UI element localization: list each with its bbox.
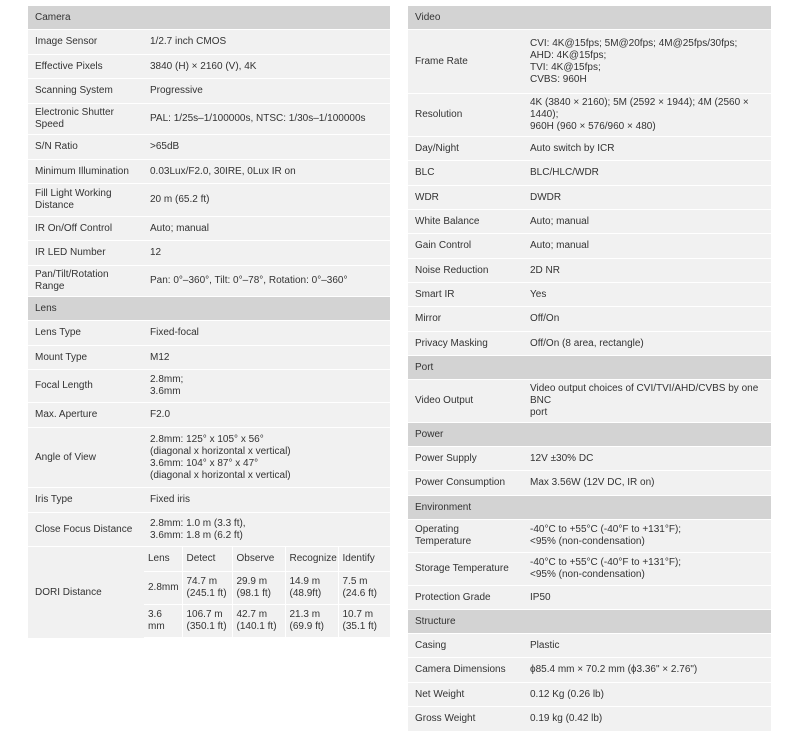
spec-value: -40°C to +55°C (-40°F to +131°F); <95% (non-condensation) xyxy=(524,520,771,553)
spec-row-electronic-shutter-speed xyxy=(28,104,390,135)
spec-value: Off/On (8 area, rectangle) xyxy=(524,332,771,356)
spec-value: 0.03Lux/F2.0, 30IRE, 0Lux IR on xyxy=(144,160,390,184)
spec-row-close-focus-distance xyxy=(28,513,390,547)
spec-row-white-balance xyxy=(408,210,771,234)
spec-value: 2.8mm: 1.0 m (3.3 ft), 3.6mm: 1.8 m (6.2 ft) xyxy=(144,513,390,547)
spec-row-mount-type xyxy=(28,346,390,370)
spec-value: 2.8mm: 125° x 105° x 56° (diagonal x horizontal x vertical) 3.6mm: 104° x 87° x 47° (diagonal x horizontal x vertical) xyxy=(144,428,390,488)
spec-key: Close Focus Distance xyxy=(28,513,144,547)
spec-key: Iris Type xyxy=(28,488,144,513)
dori-cell: 74.7 m (245.1 ft) xyxy=(182,572,232,605)
spec-row-operating-temperature xyxy=(408,520,771,553)
spec-row-mirror xyxy=(408,307,771,332)
section-header-environment xyxy=(408,496,771,520)
spec-row-smart-ir xyxy=(408,283,771,307)
spec-row-dori-distance xyxy=(28,547,390,639)
spec-value: Auto; manual xyxy=(144,217,390,241)
spec-value: 2D NR xyxy=(524,259,771,283)
dori-cell: 106.7 m (350.1 ft) xyxy=(182,605,232,638)
spec-key: Casing xyxy=(408,634,524,658)
spec-key: Resolution xyxy=(408,94,524,137)
section-header-structure xyxy=(408,610,771,634)
spec-key: Focal Length xyxy=(28,370,144,403)
section-title: Power xyxy=(408,423,771,447)
spec-row-power-consumption xyxy=(408,471,771,496)
spec-row-minimum-illumination xyxy=(28,160,390,184)
spec-value: 2.8mm; 3.6mm xyxy=(144,370,390,403)
spec-key: Power Consumption xyxy=(408,471,524,496)
spec-row-privacy-masking xyxy=(408,332,771,356)
spec-value: 12V ±30% DC xyxy=(524,447,771,471)
spec-value: Fixed iris xyxy=(144,488,390,513)
spec-key: WDR xyxy=(408,186,524,210)
spec-value: 0.12 Kg (0.26 lb) xyxy=(524,683,771,707)
spec-key: Frame Rate xyxy=(408,30,524,94)
spec-row-power-supply xyxy=(408,447,771,471)
spec-value: CVI: 4K@15fps; 5M@20fps; 4M@25fps/30fps; AHD: 4K@15fps; TVI: 4K@15fps; CVBS: 960H xyxy=(524,30,771,94)
dori-cell: 29.9 m (98.1 ft) xyxy=(232,572,285,605)
spec-key: Electronic Shutter Speed xyxy=(28,104,144,135)
spec-row-gain-control xyxy=(408,234,771,259)
spec-row-video-output xyxy=(408,380,771,423)
dori-header-recognize: Recognize xyxy=(285,547,338,572)
spec-key: Fill Light Working Distance xyxy=(28,184,144,217)
spec-key: Gross Weight xyxy=(408,707,524,732)
spec-value: F2.0 xyxy=(144,403,390,428)
right-spec-column xyxy=(408,6,771,732)
section-title: Port xyxy=(408,356,771,380)
section-header-power xyxy=(408,423,771,447)
dori-header-detect: Detect xyxy=(182,547,232,572)
spec-key: IR LED Number xyxy=(28,241,144,266)
spec-value: Off/On xyxy=(524,307,771,332)
dori-header-identify: Identify xyxy=(338,547,390,572)
spec-value: 12 xyxy=(144,241,390,266)
spec-value: Progressive xyxy=(144,79,390,104)
spec-key: Minimum Illumination xyxy=(28,160,144,184)
spec-row-casing xyxy=(408,634,771,658)
spec-key: DORI Distance xyxy=(28,547,144,639)
spec-row-pan-tilt-rotation-range xyxy=(28,266,390,297)
dori-table xyxy=(144,547,390,638)
spec-key: Power Supply xyxy=(408,447,524,471)
spec-row-gross-weight xyxy=(408,707,771,732)
dori-cell: 3.6 mm xyxy=(144,605,182,638)
spec-value: Plastic xyxy=(524,634,771,658)
spec-key: Pan/Tilt/Rotation Range xyxy=(28,266,144,297)
spec-value: 20 m (65.2 ft) xyxy=(144,184,390,217)
spec-key: Noise Reduction xyxy=(408,259,524,283)
spec-value: Auto; manual xyxy=(524,234,771,259)
spec-row-protection-grade xyxy=(408,586,771,610)
spec-key: Net Weight xyxy=(408,683,524,707)
spec-value: -40°C to +55°C (-40°F to +131°F); <95% (non-condensation) xyxy=(524,553,771,586)
spec-key: Mirror xyxy=(408,307,524,332)
spec-row-ir-on-off-control xyxy=(28,217,390,241)
spec-row-scanning-system xyxy=(28,79,390,104)
dori-cell: 7.5 m (24.6 ft) xyxy=(338,572,390,605)
spec-row-storage-temperature xyxy=(408,553,771,586)
spec-value: 1/2.7 inch CMOS xyxy=(144,30,390,55)
spec-key: Storage Temperature xyxy=(408,553,524,586)
section-title: Lens xyxy=(28,297,390,321)
spec-key: Protection Grade xyxy=(408,586,524,610)
spec-row-angle-of-view xyxy=(28,428,390,488)
spec-key: Scanning System xyxy=(28,79,144,104)
spec-key: Image Sensor xyxy=(28,30,144,55)
spec-key: Video Output xyxy=(408,380,524,423)
spec-row-iris-type xyxy=(28,488,390,513)
left-spec-column xyxy=(28,6,390,639)
left-spec-table xyxy=(28,6,390,639)
spec-value: M12 xyxy=(144,346,390,370)
section-header-video xyxy=(408,6,771,30)
spec-key: Mount Type xyxy=(28,346,144,370)
spec-row-resolution xyxy=(408,94,771,137)
spec-row-ir-led-number xyxy=(28,241,390,266)
section-header-port xyxy=(408,356,771,380)
spec-value: Auto switch by ICR xyxy=(524,137,771,161)
right-spec-table xyxy=(408,6,771,732)
spec-key: Smart IR xyxy=(408,283,524,307)
spec-row-net-weight xyxy=(408,683,771,707)
spec-row-wdr xyxy=(408,186,771,210)
spec-key: Day/Night xyxy=(408,137,524,161)
dori-cell: 14.9 m (48.9ft) xyxy=(285,572,338,605)
spec-row-fill-light-working-distance xyxy=(28,184,390,217)
spec-value: Fixed-focal xyxy=(144,321,390,346)
spec-key: Operating Temperature xyxy=(408,520,524,553)
section-header-lens xyxy=(28,297,390,321)
spec-row-focal-length xyxy=(28,370,390,403)
dori-table-cell xyxy=(144,547,390,639)
section-title: Structure xyxy=(408,610,771,634)
spec-row-image-sensor xyxy=(28,30,390,55)
spec-row-effective-pixels xyxy=(28,55,390,79)
spec-key: Max. Aperture xyxy=(28,403,144,428)
spec-key: White Balance xyxy=(408,210,524,234)
spec-value: IP50 xyxy=(524,586,771,610)
spec-key: Angle of View xyxy=(28,428,144,488)
spec-key: S/N Ratio xyxy=(28,135,144,160)
dori-row xyxy=(144,605,390,638)
spec-row-max-aperture xyxy=(28,403,390,428)
spec-value: Pan: 0°–360°, Tilt: 0°–78°, Rotation: 0°–360° xyxy=(144,266,390,297)
spec-value: Video output choices of CVI/TVI/AHD/CVBS by one BNC port xyxy=(524,380,771,423)
spec-value: 0.19 kg (0.42 lb) xyxy=(524,707,771,732)
section-title: Camera xyxy=(28,6,390,30)
spec-value: 4K (3840 × 2160); 5M (2592 × 1944); 4M (2560 × 1440); 960H (960 × 576/960 × 480) xyxy=(524,94,771,137)
dori-header-row xyxy=(144,547,390,572)
dori-row xyxy=(144,572,390,605)
spec-value: DWDR xyxy=(524,186,771,210)
section-title: Environment xyxy=(408,496,771,520)
spec-row-lens-type xyxy=(28,321,390,346)
dori-header-lens: Lens xyxy=(144,547,182,572)
spec-row-noise-reduction xyxy=(408,259,771,283)
spec-value: Auto; manual xyxy=(524,210,771,234)
section-header-camera xyxy=(28,6,390,30)
spec-row-camera-dimensions xyxy=(408,658,771,683)
dori-cell: 42.7 m (140.1 ft) xyxy=(232,605,285,638)
spec-value: Yes xyxy=(524,283,771,307)
dori-header-observe: Observe xyxy=(232,547,285,572)
spec-value: ϕ85.4 mm × 70.2 mm (ϕ3.36" × 2.76") xyxy=(524,658,771,683)
spec-key: Privacy Masking xyxy=(408,332,524,356)
spec-value: 3840 (H) × 2160 (V), 4K xyxy=(144,55,390,79)
section-title: Video xyxy=(408,6,771,30)
spec-key: Camera Dimensions xyxy=(408,658,524,683)
spec-key: Effective Pixels xyxy=(28,55,144,79)
dori-cell: 21.3 m (69.9 ft) xyxy=(285,605,338,638)
spec-row-blc xyxy=(408,161,771,186)
spec-value: Max 3.56W (12V DC, IR on) xyxy=(524,471,771,496)
spec-value: >65dB xyxy=(144,135,390,160)
spec-key: Gain Control xyxy=(408,234,524,259)
dori-cell: 10.7 m (35.1 ft) xyxy=(338,605,390,638)
spec-row-frame-rate xyxy=(408,30,771,94)
dori-cell: 2.8mm xyxy=(144,572,182,605)
spec-key: IR On/Off Control xyxy=(28,217,144,241)
spec-row-day-night xyxy=(408,137,771,161)
spec-value: PAL: 1/25s–1/100000s, NTSC: 1/30s–1/100000s xyxy=(144,104,390,135)
spec-key: Lens Type xyxy=(28,321,144,346)
spec-key: BLC xyxy=(408,161,524,186)
spec-row-s-n-ratio xyxy=(28,135,390,160)
spec-value: BLC/HLC/WDR xyxy=(524,161,771,186)
